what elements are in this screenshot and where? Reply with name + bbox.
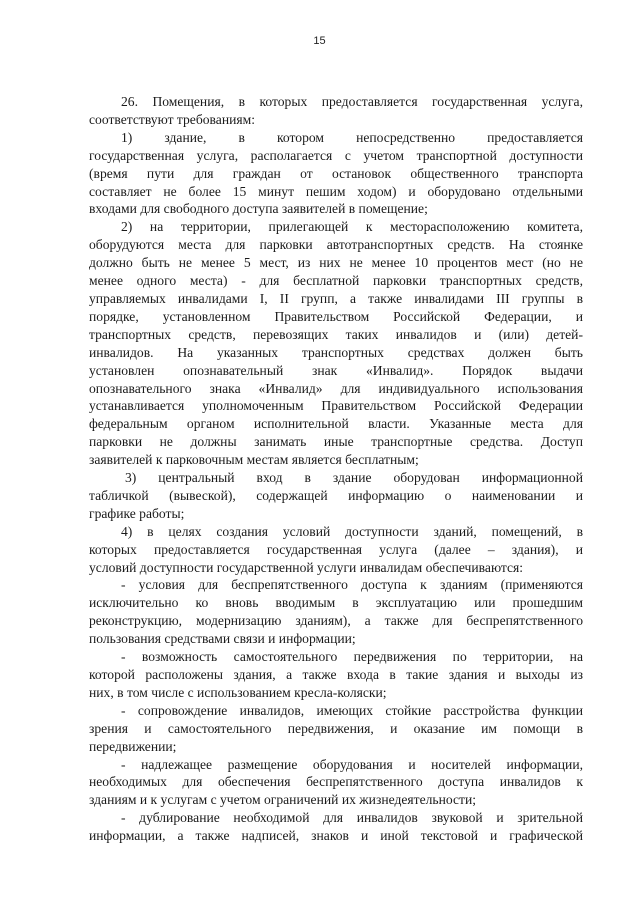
text-line: реконструкцию, модернизацию зданиям), а также для беспрепятственного <box>89 613 583 629</box>
text-line: информации, а также надписей, знаков и иной текстовой и графической <box>89 828 583 844</box>
text-line: зданиям и к услугам с учетом ограничений их жизнедеятельности; <box>89 792 477 808</box>
text-line: устанавливается уполномоченным Правительством Российской Федерации <box>89 398 583 414</box>
page-number: 15 <box>313 35 326 47</box>
paragraph-p4e <box>89 809 583 845</box>
text-line: входами для свободного доступа заявителей в помещение; <box>89 201 428 217</box>
paragraph-p4d <box>89 756 583 810</box>
paragraph-p2 <box>89 218 583 469</box>
text-line: табличкой (вывеской), содержащей информацию о наименовании и <box>89 487 583 503</box>
text-line: должно быть не менее 5 мест, из них не менее 10 процентов мест (но не <box>89 255 583 271</box>
text-line: зрения и самостоятельного передвижения, и оказание им помощи в <box>89 720 583 736</box>
paragraph-p1 <box>89 129 583 219</box>
text-line: установлен опознавательный знак «Инвалид». Порядок выдачи <box>89 362 583 378</box>
text-line: необходимых для обеспечения беспрепятственного доступа инвалидов к <box>89 774 583 790</box>
paragraph-p4 <box>89 523 583 577</box>
text-line: передвижении; <box>89 738 177 754</box>
text-line: - сопровождение инвалидов, имеющих стойкие расстройства функции <box>121 702 583 718</box>
text-line: заявителей к парковочным местам является бесплатным; <box>89 452 419 468</box>
text-line: соответствуют требованиям: <box>89 111 256 127</box>
text-line: государственная услуга, располагается с учетом транспортной доступности <box>89 147 583 163</box>
text-line: федеральным органом исполнительной власти. Указанные места для <box>89 416 583 432</box>
text-line: инвалидов. На указанных транспортных средствах должен быть <box>89 344 583 360</box>
paragraph-p3 <box>89 469 583 523</box>
text-line: пользования средствами связи и информации; <box>89 631 356 647</box>
text-line: условий доступности государственной услуги инвалидам обеспечиваются: <box>89 559 524 575</box>
text-line: опознавательного знака «Инвалид» для индивидуального использования <box>89 380 583 396</box>
text-line: составляет не более 15 минут пешим ходом) и оборудовано отдельными <box>89 183 583 199</box>
text-line: исключительно ко вновь вводимым в эксплуатацию или прошедшим <box>89 595 583 611</box>
text-line: - дублирование необходимой для инвалидов звуковой и зрительной <box>121 810 583 826</box>
paragraph-p4c <box>89 702 583 756</box>
text-line: оборудуются места для парковки автотранспортных средств. На стоянке <box>89 237 583 253</box>
text-line: управляемых инвалидами I, II групп, а также инвалидами III группы в <box>89 290 583 306</box>
text-line: 1) здание, в котором непосредственно предоставляется <box>121 129 583 145</box>
text-line: графике работы; <box>89 505 185 521</box>
document-body <box>89 93 583 845</box>
text-line: порядке, установленном Правительством Российской Федерации, и <box>89 308 583 324</box>
text-line: - возможность самостоятельного передвижения по территории, на <box>121 649 583 665</box>
text-line: 2) на территории, прилегающей к месторасположению комитета, <box>121 219 583 235</box>
text-line: них, в том числе с использованием кресла-коляски; <box>89 684 387 700</box>
text-line: менее одного места) - для бесплатной парковки транспортных средств, <box>89 273 583 289</box>
text-line: транспортных средств, перевозящих таких инвалидов и (или) детей- <box>89 326 583 342</box>
text-line: - условия для беспрепятственного доступа к зданиям (применяются <box>121 577 583 593</box>
text-line: которой расположены здания, а также входа в такие здания и выходы из <box>89 667 583 682</box>
paragraph-p4a <box>89 576 583 648</box>
text-line: 26. Помещения, в которых предоставляется государственная услуга, <box>121 94 583 109</box>
text-line: (время пути для граждан от остановок общественного транспорта <box>89 165 583 181</box>
paragraph-p4b <box>89 648 583 702</box>
text-line: парковки не должны занимать иные транспортные средства. Доступ <box>89 434 583 450</box>
text-line: - надлежащее размещение оборудования и носителей информации, <box>121 756 583 772</box>
text-line: 3) центральный вход в здание оборудован информационной <box>125 470 583 486</box>
text-line: которых предоставляется государственная услуга (далее – здания), и <box>89 541 583 557</box>
text-line: 4) в целях создания условий доступности зданий, помещений, в <box>121 523 583 539</box>
paragraph-p26 <box>89 93 583 129</box>
